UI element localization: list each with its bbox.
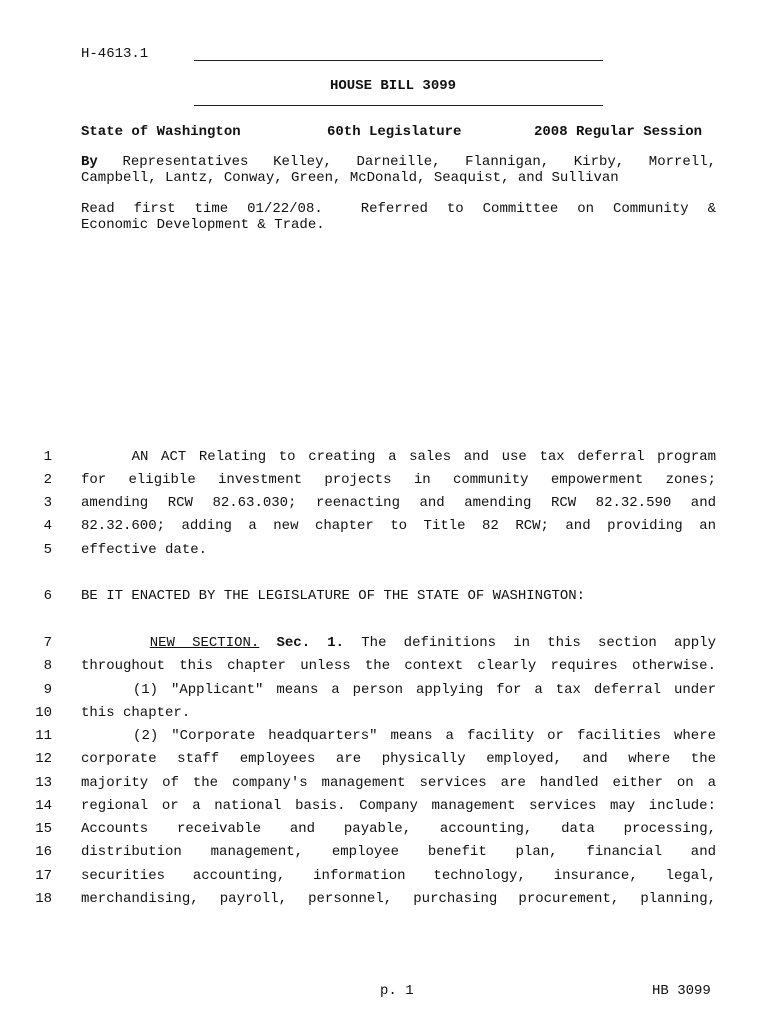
body-line: [81, 867, 716, 885]
sponsors-text-1: Representatives Kelley, Darneille, Flannigan, Kirby, Morrell,: [122, 154, 717, 170]
body-line: [81, 681, 716, 699]
line-number: 9: [43, 682, 52, 698]
line-text: this chapter.: [81, 705, 191, 721]
line-number: 1: [43, 449, 52, 465]
line-number: 15: [35, 821, 52, 837]
body-line: [81, 704, 716, 722]
line-text: merchandising, payroll, personnel, purchasing procurement, planning,: [81, 891, 716, 907]
line-text: 82.32.600; adding a new chapter to Title 82 RCW; and providing an: [81, 518, 716, 534]
body-line: [81, 494, 716, 512]
bill-title: HOUSE BILL 3099: [330, 78, 457, 94]
indent: [81, 728, 133, 744]
line-text: (2) "Corporate headquarters" means a facility or facilities where: [133, 728, 717, 744]
line-text: AN ACT Relating to creating a sales and use tax deferral program: [131, 449, 716, 465]
new-section-label: NEW SECTION.: [149, 635, 260, 651]
header-rule-bottom: [194, 105, 603, 106]
body-line: [81, 657, 716, 675]
body-line: [81, 587, 716, 605]
state-label: State of Washington: [81, 124, 241, 140]
header-rule-top: [194, 60, 603, 61]
line-number: 6: [43, 588, 52, 604]
body-line: [81, 634, 716, 652]
line-number: 16: [35, 844, 52, 860]
page-number: p. 1: [380, 983, 414, 999]
session-label: 2008 Regular Session: [534, 124, 703, 140]
line-text: BE IT ENACTED BY THE LEGISLATURE OF THE STATE OF WASHINGTON:: [81, 588, 586, 604]
referral-line-2: Economic Development & Trade.: [81, 217, 325, 233]
line-number: 10: [35, 705, 52, 721]
line-text: for eligible investment projects in community empowerment zones;: [81, 472, 716, 488]
indent: [81, 682, 133, 698]
document-id: H-4613.1: [81, 46, 149, 62]
body-line: [81, 448, 716, 466]
line-number: 7: [43, 635, 52, 651]
body-line: [81, 890, 716, 908]
body-line: [81, 843, 716, 861]
referral-line-1: Read first time 01/22/08. Referred to Committee on Community &: [81, 201, 716, 217]
sponsors-line-2: Campbell, Lantz, Conway, Green, McDonald, Seaquist, and Sullivan: [81, 170, 619, 186]
body-line: [81, 471, 716, 489]
line-text: Accounts receivable and payable, accounting, data processing,: [81, 821, 716, 837]
footer-bill-id: HB 3099: [652, 983, 711, 999]
line-number: 2: [43, 472, 52, 488]
line-text: (1) "Applicant" means a person applying for a tax deferral under: [132, 682, 717, 698]
body-line: [81, 774, 716, 792]
line-text: majority of the company's management services are handled either on a: [81, 775, 716, 791]
body-line: [81, 750, 716, 768]
line-text: effective date.: [81, 542, 208, 558]
sponsors-line-1: [81, 154, 716, 170]
body-line: [81, 820, 716, 838]
body-line: [81, 541, 716, 559]
line-number: 8: [43, 658, 52, 674]
line-text: amending RCW 82.63.030; reenacting and amending RCW 82.32.590 and: [81, 495, 716, 511]
indent: [81, 449, 132, 465]
line-number: 4: [43, 518, 52, 534]
line-text: distribution management, employee benefit plan, financial and: [81, 844, 716, 860]
line-number: 18: [35, 891, 52, 907]
line-text: throughout this chapter unless the context clearly requires otherwise.: [81, 658, 716, 674]
line-number: 12: [35, 751, 52, 767]
indent: [81, 635, 150, 651]
line-number: 11: [35, 728, 52, 744]
line-text: securities accounting, information technology, insurance, legal,: [81, 868, 716, 884]
by-label: By: [81, 154, 98, 170]
line-number: 3: [43, 495, 52, 511]
body-line: [81, 727, 716, 745]
line-text: corporate staff employees are physically employed, and where the: [81, 751, 716, 767]
section-number: Sec. 1.: [276, 635, 345, 651]
body-line: [81, 797, 716, 815]
section-text: The definitions in this section apply: [361, 635, 717, 651]
line-number: 5: [43, 542, 52, 558]
line-number: 17: [35, 868, 52, 884]
line-number: 13: [35, 775, 52, 791]
legislature-label: 60th Legislature: [327, 124, 462, 140]
line-number: 14: [35, 798, 52, 814]
line-text: regional or a national basis. Company management services may include:: [81, 798, 716, 814]
body-line: [81, 517, 716, 535]
